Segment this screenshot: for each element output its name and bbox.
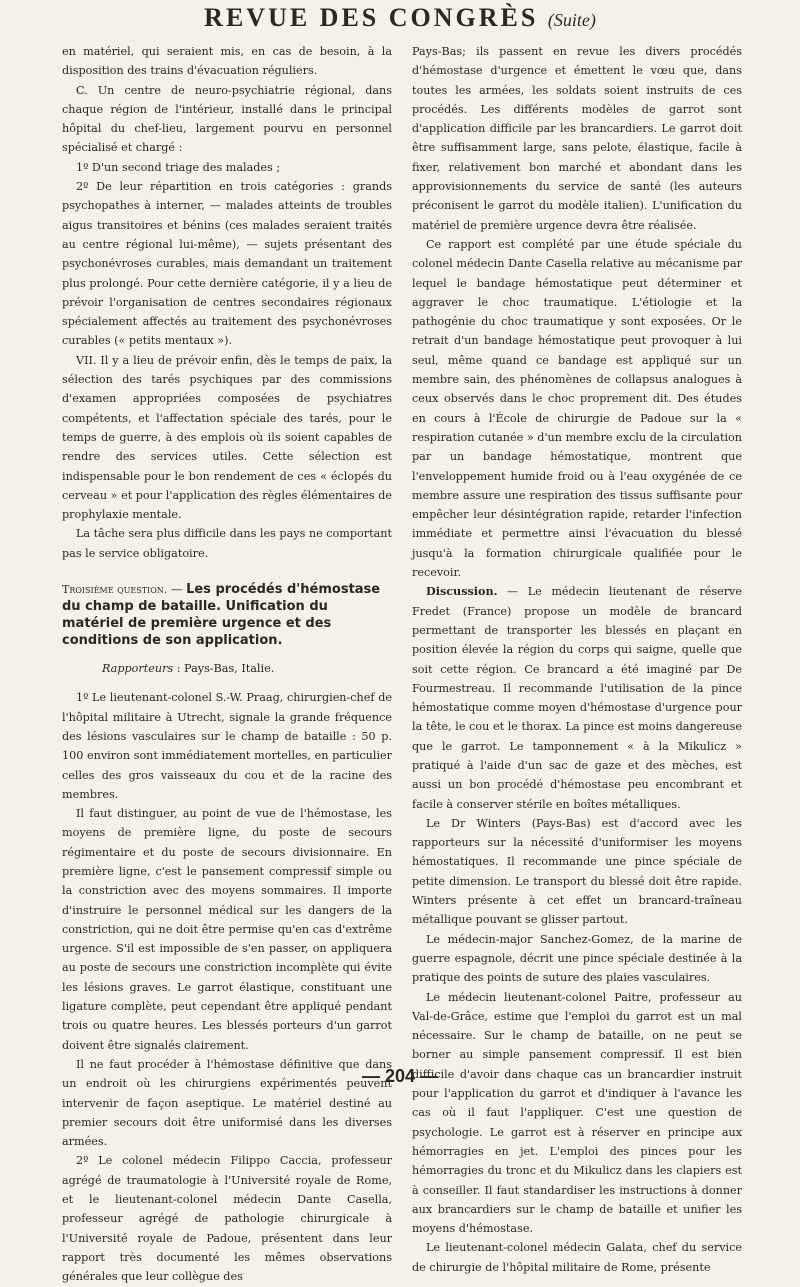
paragraph: Le Dr Winters (Pays-Bas) est d'accord avec les rapporteurs sur la nécessité d'uniformiser les moyens hémostatiques. Il recommande une pince spéciale de petite dimension. Le transport du blessé doit être rapide. Winters présente à cet effet un brancard-traîneau métallique pouvant se glisser partout. [412,816,742,927]
section-lead: Troisième question. [62,583,168,597]
journal-suite: (Suite) [547,10,596,30]
paragraph: Ce rapport est complété par une étude spéciale du colonel médecin Dante Casella relative au mécanisme par lequel le bandage hémostatique peut déterminer et aggraver le choc traumatique. L'étiologie et la pathogénie du choc traumatique y sont exposées. Or le retrait d'un bandage hémostatique peut provoquer à lui seul, même quand ce bandage est appliqué sur un membre sain, des phénomènes de collapsus analogues à ceux observés dans le choc proprement dit. Des études en cours à l'École de chirurgie de Padoue sur la « respiration cutanée » d'un membre exclu de la circulation par un bandage hémostatique, montrent que l'enveloppement humide froid ou à l'eau oxygénée de ce membre assure une respiration des tissus suffisante pour empêcher leur désintégration rapide, retarder l'infection immédiate et permettre ainsi l'évacuation du blessé jusqu'à la formation chirurgicale qualifiée pour le recevoir. [412,237,742,580]
paragraph: 2º De leur répartition en trois catégories : grands psychopathes à interner, — malades atteints de troubles aigus transitoires et bénins (ces malades seraient traités au centre régional lui-même), — sujets présentant des psychonévroses curables, mais demandant un traitement plus prolongé. Pour cette dernière catégorie, il y a lieu de prévoir l'organisation de centres secondaires régionaux spécialement affectés au traitement des psychonévroses curables (« petits mentaux »). [62,180,392,348]
paragraph: Le lieutenant-colonel médecin Galata, chef du service de chirurgie de l'hôpital militaire de Rome, présente [412,1241,742,1274]
paragraph: La tâche sera plus difficile dans les pays ne comportant pas le service obligatoire. [62,527,392,560]
left-column [62,42,392,1287]
rapporteurs-label: Rapporteurs [102,662,174,676]
journal-header [0,4,800,34]
right-column [412,42,742,1277]
paragraph: 1º Le lieutenant-colonel S.-W. Praag, chirurgien-chef de l'hôpital militaire à Utrecht, signale la grande fréquence des lésions vasculaires sur le champ de bataille : 50 p. 100 environ sont immédiatement mortelles, en particulier celles des gros vaisseaux du cou et de la racine des membres. [62,691,392,801]
page-number: — 204 — [361,1066,439,1086]
section-heading [62,581,392,649]
paragraph: Le médecin-major Sanchez-Gomez, de la marine de guerre espagnole, décrit une pince spéciale destinée à la pratique des points de suture des plaies vasculaires. [412,932,742,985]
paragraph: Le médecin lieutenant-colonel Paitre, professeur au Val-de-Grâce, estime que l'emploi du garrot est un mal nécessaire. Sur le champ de bataille, on ne peut se borner au simple pansement compressif. Il est bien difficile d'avoir dans chaque cas un brancardier instruit pour l'application du garrot et d'indiquer à l'avance les cas où il faut l'appliquer. C'est une question de psychologie. Le garrot est à réserver en principe aux hémorragies en jet. L'emploi des pinces pour les hémorragies du tronc et du Mikulicz dans les clapiers est à conseiller. Il faut standardiser les instructions à donner aux brancardiers sur le champ de bataille et unifier les moyens d'hémostase. [412,990,742,1236]
rapporteurs-line [102,659,392,678]
discussion-text: — Le médecin lieutenant de réserve Fredet (France) propose un modèle de brancard permettant de transporter les blessés en plaçant en position élevée la région du corps qui saigne, quelle que soit cette région. Ce brancard a été imaginé par De Fourmestreau. Il recommande l'utilisation de la pince hémostatique comme moyen d'hémostase d'urgence pour la tête, le cou et le thorax. La pince est moins dangereuse que le garrot. Le tamponnement « à la Mikulicz » pratiqué à l'aide d'un sac de gaze et des mèches, est aussi un bon procédé d'hémostase peu encombrant et facile à conserver stérile en boîtes métalliques. [412,585,742,811]
discussion-label: Discussion. [426,584,498,599]
paragraph: VII. Il y a lieu de prévoir enfin, dès le temps de paix, la sélection des tarés psychiques par des commissions d'examen appropriées composées de psychiatres compétents, et l'affectation spéciale des tarés, pour le temps de guerre, à des emplois où ils soient capables de rendre des services utiles. Cette sélection est indispensable pour le bon rendement de ces « éclopés du cerveau » et pour l'application des règles élémentaires de prophylaxie mentale. [62,353,392,522]
section-title: Les procédés d'hémostase du champ de bataille. Unification du matériel de première urgence et des conditions de son application. [62,582,381,649]
paragraph: 1º D'un second triage des malades ; [76,160,281,174]
paragraph: Il ne faut procéder à l'hémostase définitive que dans un endroit où les chirurgiens expérimentés peuvent intervenir de façon aseptique. Le matériel destiné au premier secours doit être uniformisé dans les diverses armées. [62,1057,392,1149]
discussion-paragraph [412,582,742,814]
paragraph: 2º Le colonel médecin Filippo Caccia, professeur agrégé de traumatologie à l'Université royale de Rome, et le lieutenant-colonel médecin Dante Casella, professeur agrégé de pathologie chirurgicale à l'Université royale de Padoue, présentent dans leur rapport très documenté les mêmes observations générales que leur collègue des [62,1154,392,1284]
section-dash: — [167,582,187,597]
paragraph: C. Un centre de neuro-psychiatrie régional, dans chaque région de l'intérieur, installé dans le principal hôpital du chef-lieu, largement pourvu en personnel spécialisé et chargé : [62,83,392,155]
paragraph: en matériel, qui seraient mis, en cas de besoin, à la disposition des trains d'évacuation réguliers. [62,45,392,78]
journal-title: REVUE DES CONGRÈS [204,3,539,32]
paragraph: Pays-Bas; ils passent en revue les divers procédés d'hémostase d'urgence et émettent le vœu que, dans toutes les armées, les soldats soient instruits de ces procédés. Les différents modèles de garrot sont d'application difficile par les brancardiers. Le garrot doit être suffisamment large, sans pelote, élastique, facile à fixer, relativement bon marché et abondant dans les approvisionnements du service de santé (les auteurs préconisent le garrot du modèle italien). L'unification du matériel de première urgence devra être réalisée. [412,45,742,232]
paragraph: Il faut distinguer, au point de vue de l'hémostase, les moyens de première ligne, du poste de secours régimentaire et du poste de secours divisionnaire. En première ligne, c'est le pansement compressif simple ou la constriction avec des moyens sommaires. Il importe d'instruire le personnel médical sur les dangers de la constriction, qui ne doit être permise qu'en cas d'extrême urgence. S'il est impossible de s'en passer, on appliquera au poste de secours une constriction incomplète qui évite les lésions graves. Le garrot élastique, constituant une ligature complète, peut cependant être appliqué pendant trois ou quatre heures. Les blessés porteurs d'un garrot doivent être signalés clairement. [62,807,392,1052]
rapporteurs-value: : Pays-Bas, Italie. [173,662,275,676]
